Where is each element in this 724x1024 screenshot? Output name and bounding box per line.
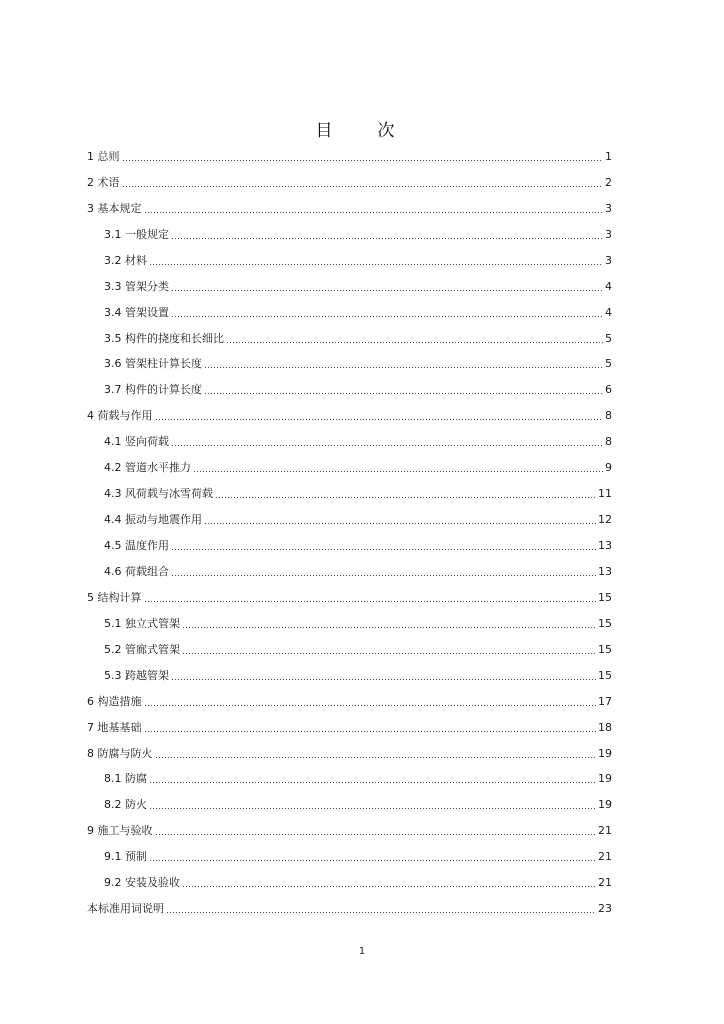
toc-entry[interactable] [87, 891, 612, 917]
toc-entry-label: 8.2 防火 [104, 798, 147, 812]
toc-entry-label: 3.3 管架分类 [104, 279, 169, 293]
toc-entry-label: 1 总则 [87, 149, 120, 163]
toc-title: 目 次 [315, 121, 409, 141]
toc-entry-label: 4.1 竖向荷载 [104, 435, 169, 449]
toc-entry-label: 4.2 管道水平推力 [104, 461, 191, 475]
dot-leader [204, 385, 603, 395]
toc-entry-label: 3.6 管架柱计算长度 [104, 357, 202, 371]
toc-entry-page: 2 [605, 175, 612, 189]
toc-entry[interactable] [87, 321, 612, 347]
toc-entry[interactable] [87, 295, 612, 321]
dot-leader [215, 489, 596, 499]
toc-entry[interactable] [87, 243, 612, 269]
toc-entry-page: 17 [598, 694, 612, 708]
dot-leader [149, 800, 596, 810]
dot-leader [182, 645, 596, 655]
toc-entry-label: 4.5 温度作用 [104, 539, 169, 552]
toc-entry[interactable] [87, 165, 612, 191]
dot-leader [171, 437, 603, 447]
toc-entry-label: 8.1 防腐 [104, 772, 147, 786]
toc-entry-page: 11 [598, 487, 612, 501]
toc-entry[interactable] [87, 762, 612, 788]
toc-entry-label: 6 构造措施 [87, 694, 142, 708]
toc-entry-label: 4.6 荷载组合 [104, 564, 169, 578]
dot-leader [122, 152, 604, 162]
toc-entry-page: 13 [598, 564, 612, 578]
toc-entry-page: 21 [598, 824, 612, 838]
dot-leader [171, 567, 596, 577]
toc-entry[interactable] [87, 813, 612, 839]
toc-entry-label: 本标准用词说明 [87, 902, 164, 916]
dot-leader [171, 541, 596, 551]
toc-entry-page: 15 [598, 642, 612, 656]
dot-leader [122, 178, 604, 188]
page-number: 1 [358, 946, 366, 957]
toc-entry-label: 3.7 构件的计算长度 [104, 383, 202, 397]
dot-leader [149, 256, 603, 266]
toc-entry-label: 8 防腐与防火 [87, 746, 153, 760]
toc-entry[interactable] [87, 684, 612, 710]
toc-entry[interactable] [87, 269, 612, 295]
dot-leader [166, 904, 596, 914]
toc-entry-page: 1 [605, 149, 612, 163]
toc-entry-label: 5.2 管廊式管架 [104, 642, 180, 656]
toc-entry-page: 15 [598, 590, 612, 604]
toc-entry[interactable] [87, 398, 612, 424]
dot-leader [171, 308, 603, 318]
toc-entry[interactable] [87, 736, 612, 762]
toc-entry-label: 9.2 安装及验收 [104, 876, 180, 890]
toc-entry-page: 13 [598, 539, 612, 552]
toc-entry-page: 3 [605, 201, 612, 215]
dot-leader [171, 671, 596, 681]
toc-entry-label: 7 地基基础 [87, 720, 142, 734]
toc-entry-label: 4.4 振动与地震作用 [104, 513, 202, 527]
toc-entry-label: 5 结构计算 [87, 590, 142, 604]
toc-entry-page: 21 [598, 850, 612, 864]
toc-entry[interactable] [87, 139, 612, 165]
dot-leader [144, 204, 604, 214]
toc-entry-page: 3 [605, 227, 612, 241]
toc-entry-label: 3.5 构件的挠度和长细比 [104, 331, 224, 345]
toc-entry-label: 5.3 跨越管架 [104, 668, 169, 682]
toc-entry[interactable] [87, 580, 612, 606]
dot-leader [144, 593, 597, 603]
toc-entry-label: 3.4 管架设置 [104, 305, 169, 319]
toc-list [87, 139, 612, 917]
toc-entry-page: 19 [598, 746, 612, 760]
dot-leader [144, 697, 597, 707]
toc-entry-page: 15 [598, 616, 612, 630]
toc-entry[interactable] [87, 606, 612, 632]
dot-leader [149, 852, 596, 862]
toc-entry-page: 5 [605, 331, 612, 345]
toc-entry-page: 8 [605, 409, 612, 423]
dot-leader [155, 411, 604, 421]
toc-entry-page: 4 [605, 305, 612, 319]
dot-leader [149, 774, 596, 784]
dot-leader [182, 878, 596, 888]
dot-leader [204, 515, 596, 525]
toc-entry[interactable] [87, 658, 612, 684]
toc-entry-page: 21 [598, 876, 612, 890]
toc-entry[interactable] [87, 865, 612, 891]
toc-entry[interactable] [87, 424, 612, 450]
toc-entry-page: 18 [598, 720, 612, 734]
toc-entry[interactable] [87, 554, 612, 580]
dot-leader [144, 723, 597, 733]
toc-entry-label: 3 基本规定 [87, 201, 142, 215]
toc-entry-label: 9.1 预制 [104, 850, 147, 864]
toc-entry-page: 3 [605, 253, 612, 267]
toc-entry-label: 2 术语 [87, 175, 120, 189]
toc-entry[interactable] [87, 347, 612, 373]
dot-leader [193, 463, 603, 473]
dot-leader [204, 359, 603, 369]
dot-leader [171, 230, 603, 240]
toc-entry-page: 9 [605, 461, 612, 475]
dot-leader [182, 619, 596, 629]
dot-leader [226, 334, 603, 344]
toc-entry-label: 9 施工与验收 [87, 824, 153, 838]
dot-leader [155, 826, 597, 836]
toc-entry-page: 4 [605, 279, 612, 293]
dot-leader [155, 749, 597, 759]
toc-entry[interactable] [87, 787, 612, 813]
toc-entry-label: 3.1 一般规定 [104, 227, 169, 241]
toc-entry[interactable] [87, 372, 612, 398]
toc-entry[interactable] [87, 191, 612, 217]
toc-entry[interactable] [87, 839, 612, 865]
toc-entry-label: 4 荷载与作用 [87, 409, 153, 423]
toc-entry-label: 3.2 材料 [104, 253, 147, 267]
toc-entry-page: 19 [598, 798, 612, 812]
toc-entry-page: 6 [605, 383, 612, 397]
toc-entry-page: 12 [598, 513, 612, 527]
toc-entry-label: 4.3 风荷载与冰雪荷载 [104, 487, 213, 501]
toc-entry[interactable] [87, 632, 612, 658]
toc-entry-page: 5 [605, 357, 612, 371]
toc-entry[interactable] [87, 450, 612, 476]
toc-entry-page: 15 [598, 668, 612, 682]
dot-leader [171, 282, 603, 292]
toc-entry[interactable] [87, 217, 612, 243]
toc-entry[interactable] [87, 476, 612, 502]
toc-entry-page: 19 [598, 772, 612, 786]
toc-entry[interactable] [87, 528, 612, 554]
toc-entry[interactable] [87, 502, 612, 528]
toc-entry-page: 23 [598, 902, 612, 916]
toc-entry-label: 5.1 独立式管架 [104, 616, 180, 630]
toc-entry[interactable] [87, 710, 612, 736]
toc-entry-page: 8 [605, 435, 612, 449]
